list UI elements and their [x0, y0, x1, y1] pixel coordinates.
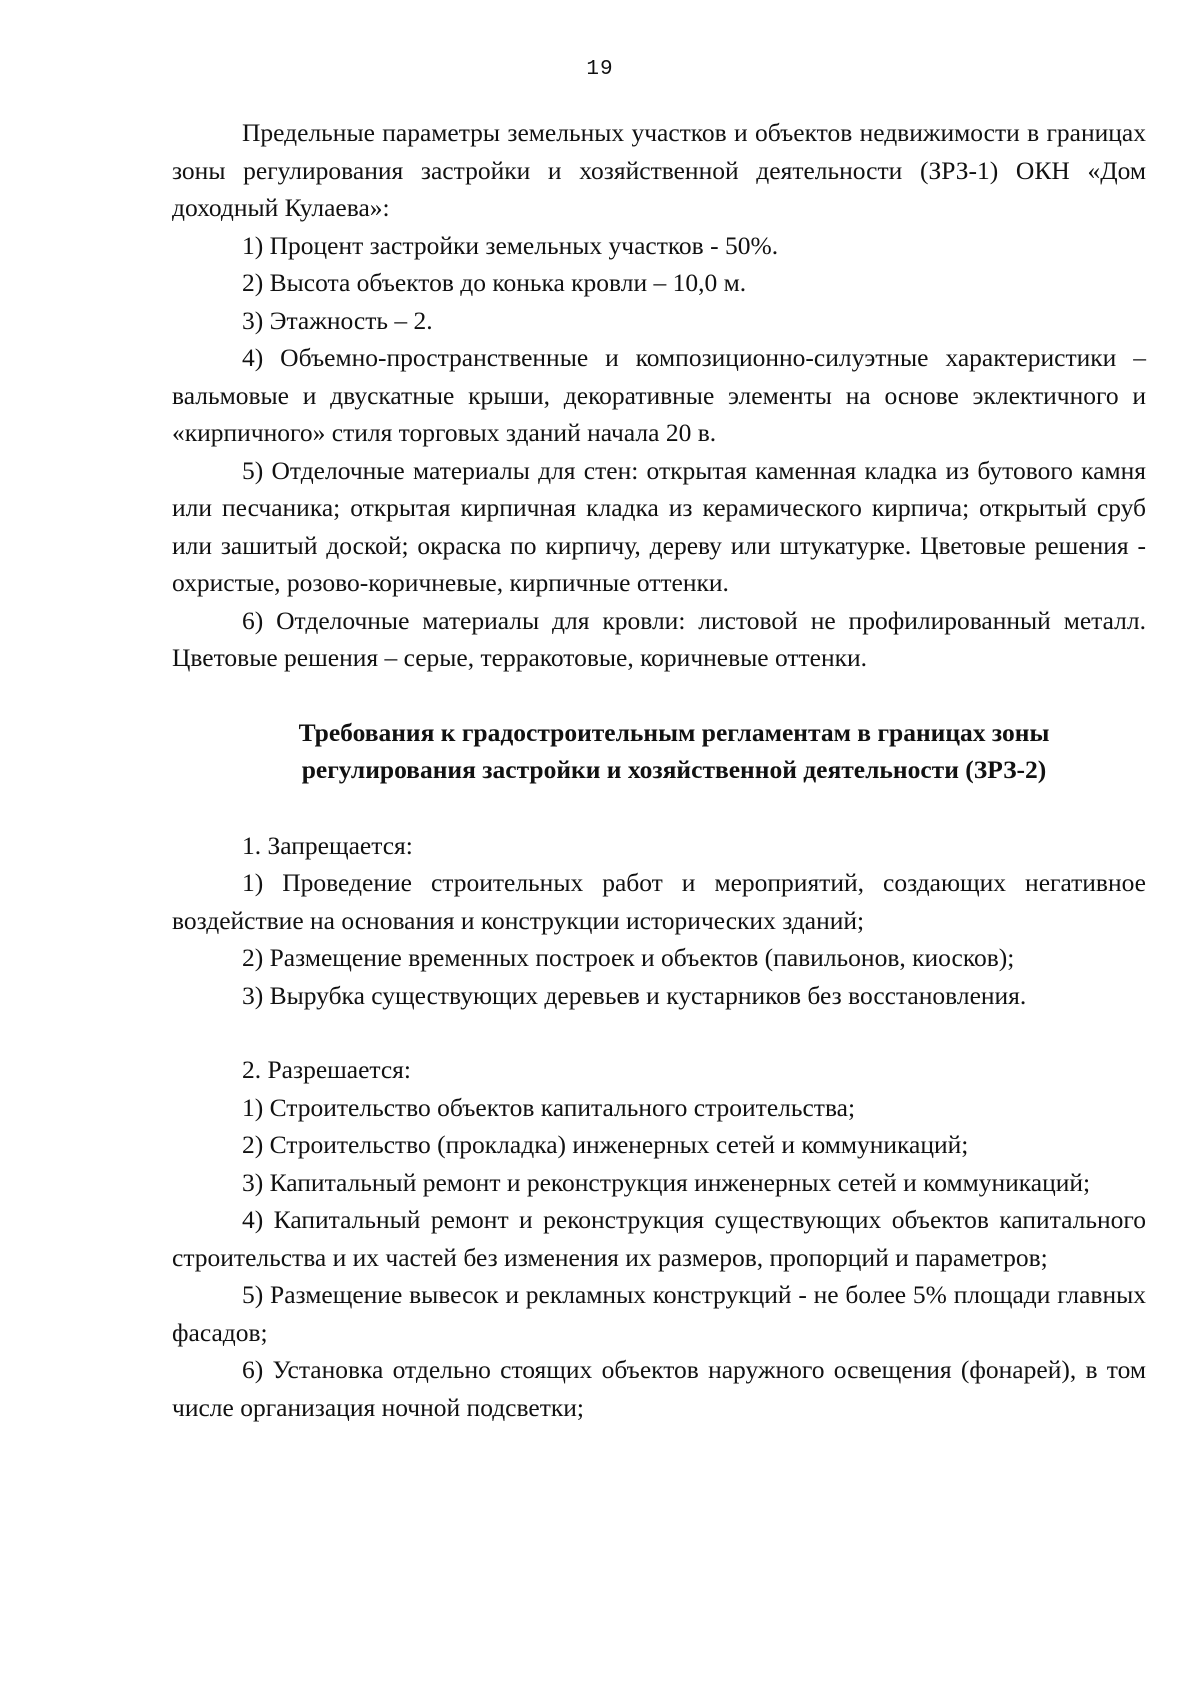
intro-item-3: 3) Этажность – 2. — [242, 305, 433, 335]
intro-item-1: 1) Процент застройки земельных участков - 50%. — [242, 230, 779, 260]
allowed-title: 2. Разрешается: — [242, 1055, 411, 1084]
spacer — [172, 1014, 1146, 1051]
intro-item-4: 4) Объемно-пространственные и композиционно-силуэтные характеристики – вальмовые и двускатные крыши, декоративные элементы на основе эклектичного и «кирпичного» стиля торговых зданий начала 20 в. — [172, 343, 1146, 447]
prohibited-title: 1. Запрещается: — [242, 830, 413, 860]
allowed-item-1: 1) Строительство объектов капитального строительства; — [242, 1092, 856, 1122]
prohibited-item-2: 2) Размещение временных построек и объектов (павильонов, киосков); — [242, 943, 1015, 972]
allowed-item-5: 5) Размещение вывесок и рекламных конструкций - не более 5% площади главных фасадов; — [172, 1280, 1146, 1347]
spacer — [172, 789, 1146, 827]
page-number: 19 — [586, 58, 614, 81]
section-heading-line-1: Требования к градостроительным регламентам в границах зоны — [298, 717, 1050, 747]
intro-item-6: 6) Отделочные материалы для кровли: листовой не профилированный металл. Цветовые решения – серые, терракотовые, коричневые оттенки. — [172, 605, 1146, 672]
prohibited-item-3: 3) Вырубка существующих деревьев и кустарников без восстановления. — [242, 980, 1027, 1010]
allowed-item-4: 4) Капитальный ремонт и реконструкция существующих объектов капитального строительства и их частей без изменения их размеров, пропорций и параметров; — [172, 1205, 1146, 1272]
intro-item-2: 2) Высота объектов до конька кровли – 10,0 м. — [242, 268, 747, 297]
section-heading — [172, 714, 1146, 789]
allowed-item-6: 6) Установка отдельно стоящих объектов наружного освещения (фонарей), в том числе организация ночной подсветки; — [172, 1355, 1146, 1422]
document-body — [172, 114, 1146, 1426]
spacer — [172, 677, 1146, 714]
intro-paragraph: Предельные параметры земельных участков и объектов недвижимости в границах зоны регулирования застройки и хозяйственной деятельности (ЗРЗ-1) ОКН «Дом доходный Кулаева»: — [172, 118, 1146, 222]
allowed-item-3: 3) Капитальный ремонт и реконструкция инженерных сетей и коммуникаций; — [242, 1167, 1091, 1197]
allowed-item-2: 2) Строительство (прокладка) инженерных сетей и коммуникаций; — [242, 1130, 969, 1159]
prohibited-item-1: 1) Проведение строительных работ и мероприятий, создающих негативное воздействие на основания и конструкции исторических зданий; — [172, 868, 1146, 935]
section-heading-line-2: регулирования застройки и хозяйственной деятельности (ЗРЗ-2) — [301, 755, 1047, 784]
intro-item-5: 5) Отделочные материалы для стен: открытая каменная кладка из бутового камня или песчаника; открытая кирпичная кладка из керамического кирпича; открытый сруб или зашитый доской; окраска по кирпичу, дереву или штукатурке. Цветовые решения - охристые, розово-коричневые, кирпичные оттенки. — [172, 455, 1146, 597]
